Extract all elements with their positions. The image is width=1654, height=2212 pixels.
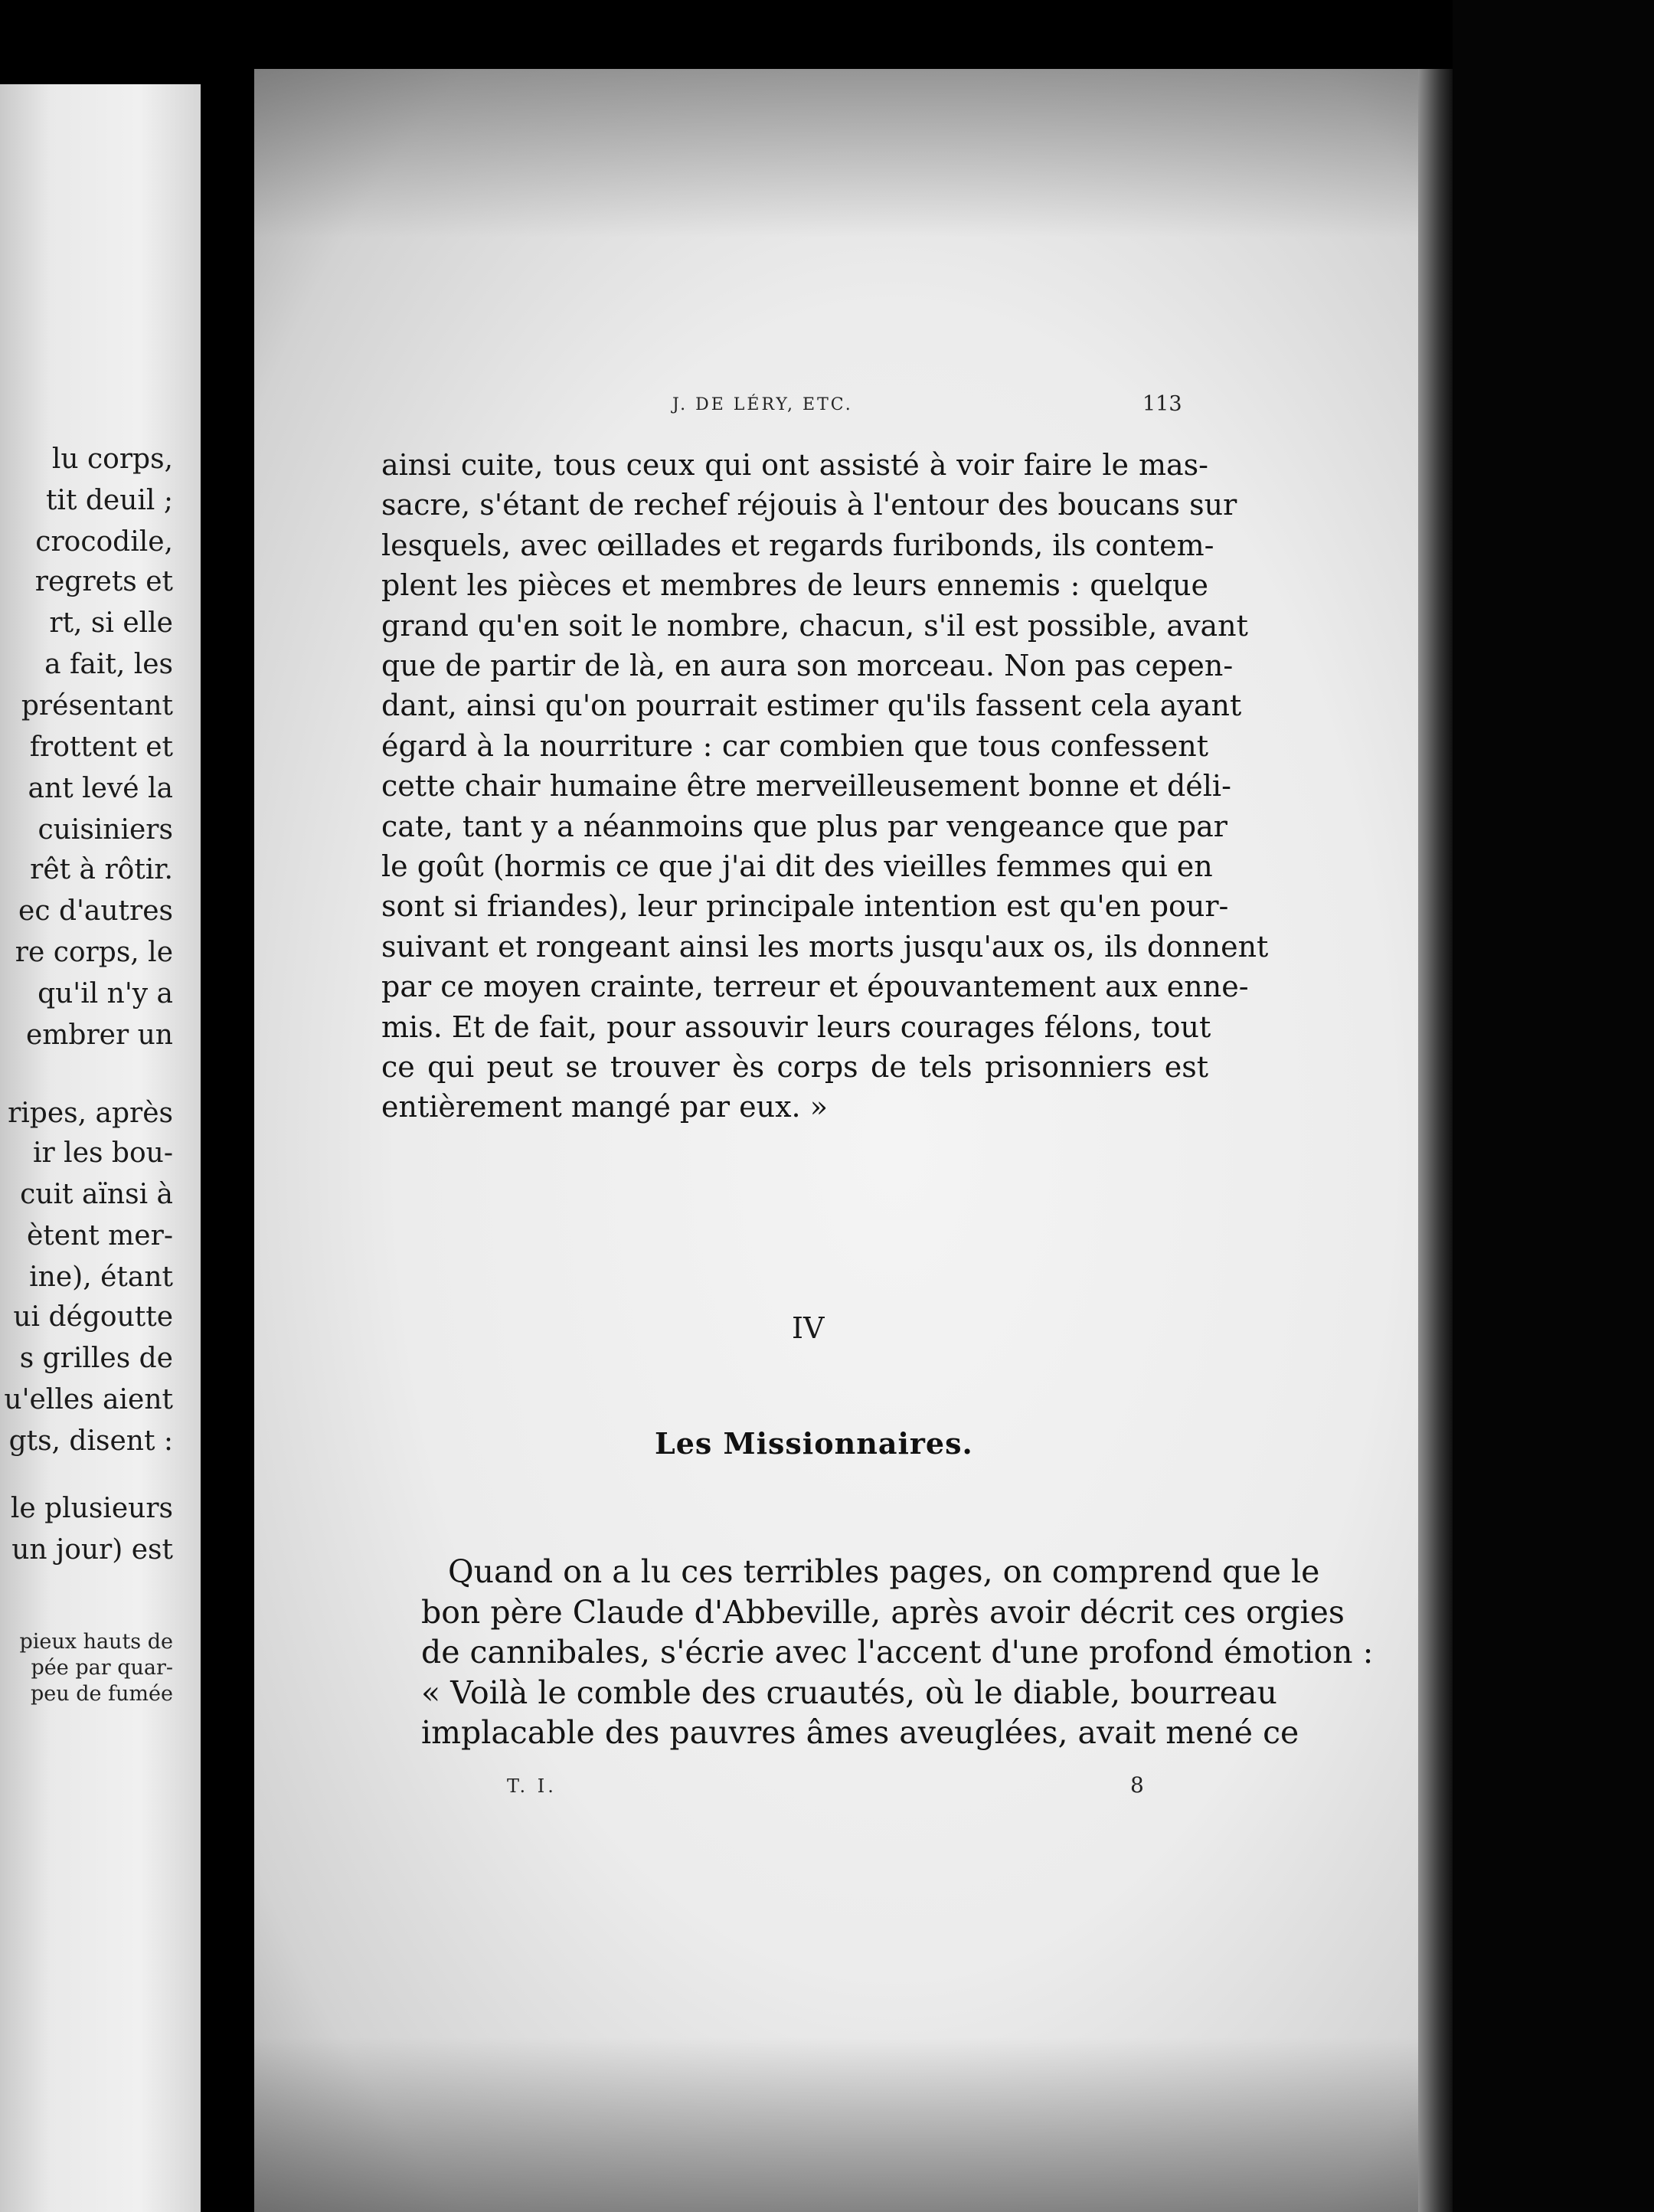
left-page-line: frottent et [29, 731, 173, 763]
bottom-page-shadow [254, 2037, 1418, 2212]
left-page-line: ant levé la [28, 773, 173, 804]
quotation-line: sont si friandes), leur principale intention est qu'en pour- [381, 889, 1229, 923]
left-page-line: ine), étant [29, 1261, 173, 1293]
signature-mark: T. I. [507, 1775, 557, 1797]
quotation-line: sacre, s'étant de rechef réjouis à l'entour des boucans sur [381, 488, 1237, 522]
left-page-line: s grilles de [19, 1343, 173, 1374]
section-paragraph-line: « Voilà le comble des cruautés, où le diable, bourreau [421, 1674, 1277, 1711]
left-page-line: regrets et [34, 566, 173, 597]
scan-border [1453, 0, 1654, 2212]
quotation-line: ainsi cuite, tous ceux qui ont assisté à voir faire le mas- [381, 448, 1208, 482]
quotation-line: que de partir de là, en aura son morceau. Non pas cepen- [381, 649, 1234, 682]
top-page-shadow [254, 69, 1418, 237]
quotation-line: cate, tant y a néanmoins que plus par vengeance que par [381, 810, 1227, 843]
quotation-line: ce qui peut se trouver ès corps de tels prisonniers est [381, 1050, 1208, 1084]
section-title: Les Missionnaires. [655, 1426, 973, 1461]
quotation-line: égard à la nourriture : car combien que tous confessent [381, 729, 1208, 763]
book-gutter [201, 0, 254, 2212]
left-page-line: ir les bou- [33, 1137, 173, 1169]
left-page-line: un jour) est [11, 1534, 173, 1566]
left-page-line: crocodile, [35, 526, 173, 558]
quotation-line: grand qu'en soit le nombre, chacun, s'il est possible, avant [381, 609, 1248, 643]
left-page-line: ripes, après [8, 1098, 173, 1129]
left-page-line: u'elles aient [4, 1384, 173, 1415]
left-page-line: tit deuil ; [45, 485, 173, 516]
quotation-line: par ce moyen crainte, terreur et épouvantement aux enne- [381, 970, 1249, 1003]
left-page-line: re corps, le [15, 937, 173, 968]
quotation-line: le goût (hormis ce que j'ai dit des vieilles femmes qui en [381, 849, 1213, 883]
page-edge [1418, 69, 1453, 2212]
quotation-line: dant, ainsi qu'on pourrait estimer qu'ils fassent cela ayant [381, 689, 1242, 722]
left-page-footnote-line: pieux hauts de [19, 1630, 173, 1654]
left-page-line: ec d'autres [18, 895, 173, 927]
section-number: IV [792, 1311, 825, 1345]
left-page-line: le plusieurs [10, 1493, 173, 1524]
left-page-line: ui dégoutte [13, 1301, 173, 1333]
left-page-footnote-line: pée par quar- [31, 1656, 173, 1680]
left-page-line: gts, disent : [8, 1425, 173, 1457]
quotation-line: mis. Et de fait, pour assouvir leurs courages félons, tout [381, 1010, 1211, 1044]
left-page-line: rêt à rôtir. [30, 854, 173, 885]
left-page-line: ètent mer- [27, 1220, 173, 1252]
quotation-line: entièrement mangé par eux. » [381, 1090, 828, 1124]
section-paragraph-line: Quand on a lu ces terribles pages, on comprend que le [448, 1553, 1320, 1590]
section-paragraph-line: de cannibales, s'écrie avec l'accent d'une profond émotion : [421, 1634, 1374, 1670]
quotation-line: plent les pièces et membres de leurs ennemis : quelque [381, 568, 1208, 602]
quotation-line: lesquels, avec œillades et regards furibonds, ils contem- [381, 528, 1214, 562]
left-page-line: embrer un [25, 1019, 173, 1051]
quotation-line: cette chair humaine être merveilleusement bonne et déli- [381, 769, 1231, 803]
section-paragraph-line: bon père Claude d'Abbeville, après avoir décrit ces orgies [421, 1594, 1345, 1631]
right-page [254, 69, 1418, 2212]
left-page-line: présentant [21, 690, 173, 722]
quotation-line: suivant et rongeant ainsi les morts jusqu'aux os, ils donnent [381, 930, 1269, 964]
left-page-line: cuit aïnsi à [20, 1179, 173, 1210]
sheet-number: 8 [1130, 1772, 1144, 1798]
page-number: 113 [1142, 392, 1182, 416]
left-page-line: rt, si elle [49, 607, 173, 639]
left-page-footnote-line: peu de fumée [30, 1682, 173, 1706]
left-page-line: a fait, les [44, 649, 173, 680]
left-page-line: lu corps, [51, 443, 173, 475]
left-page-line: cuisiniers [38, 814, 173, 846]
running-head: J. DE LÉRY, ETC. [672, 395, 853, 414]
left-page-line: qu'il n'y a [38, 978, 173, 1009]
section-paragraph-line: implacable des pauvres âmes aveuglées, avait mené ce [421, 1714, 1299, 1751]
